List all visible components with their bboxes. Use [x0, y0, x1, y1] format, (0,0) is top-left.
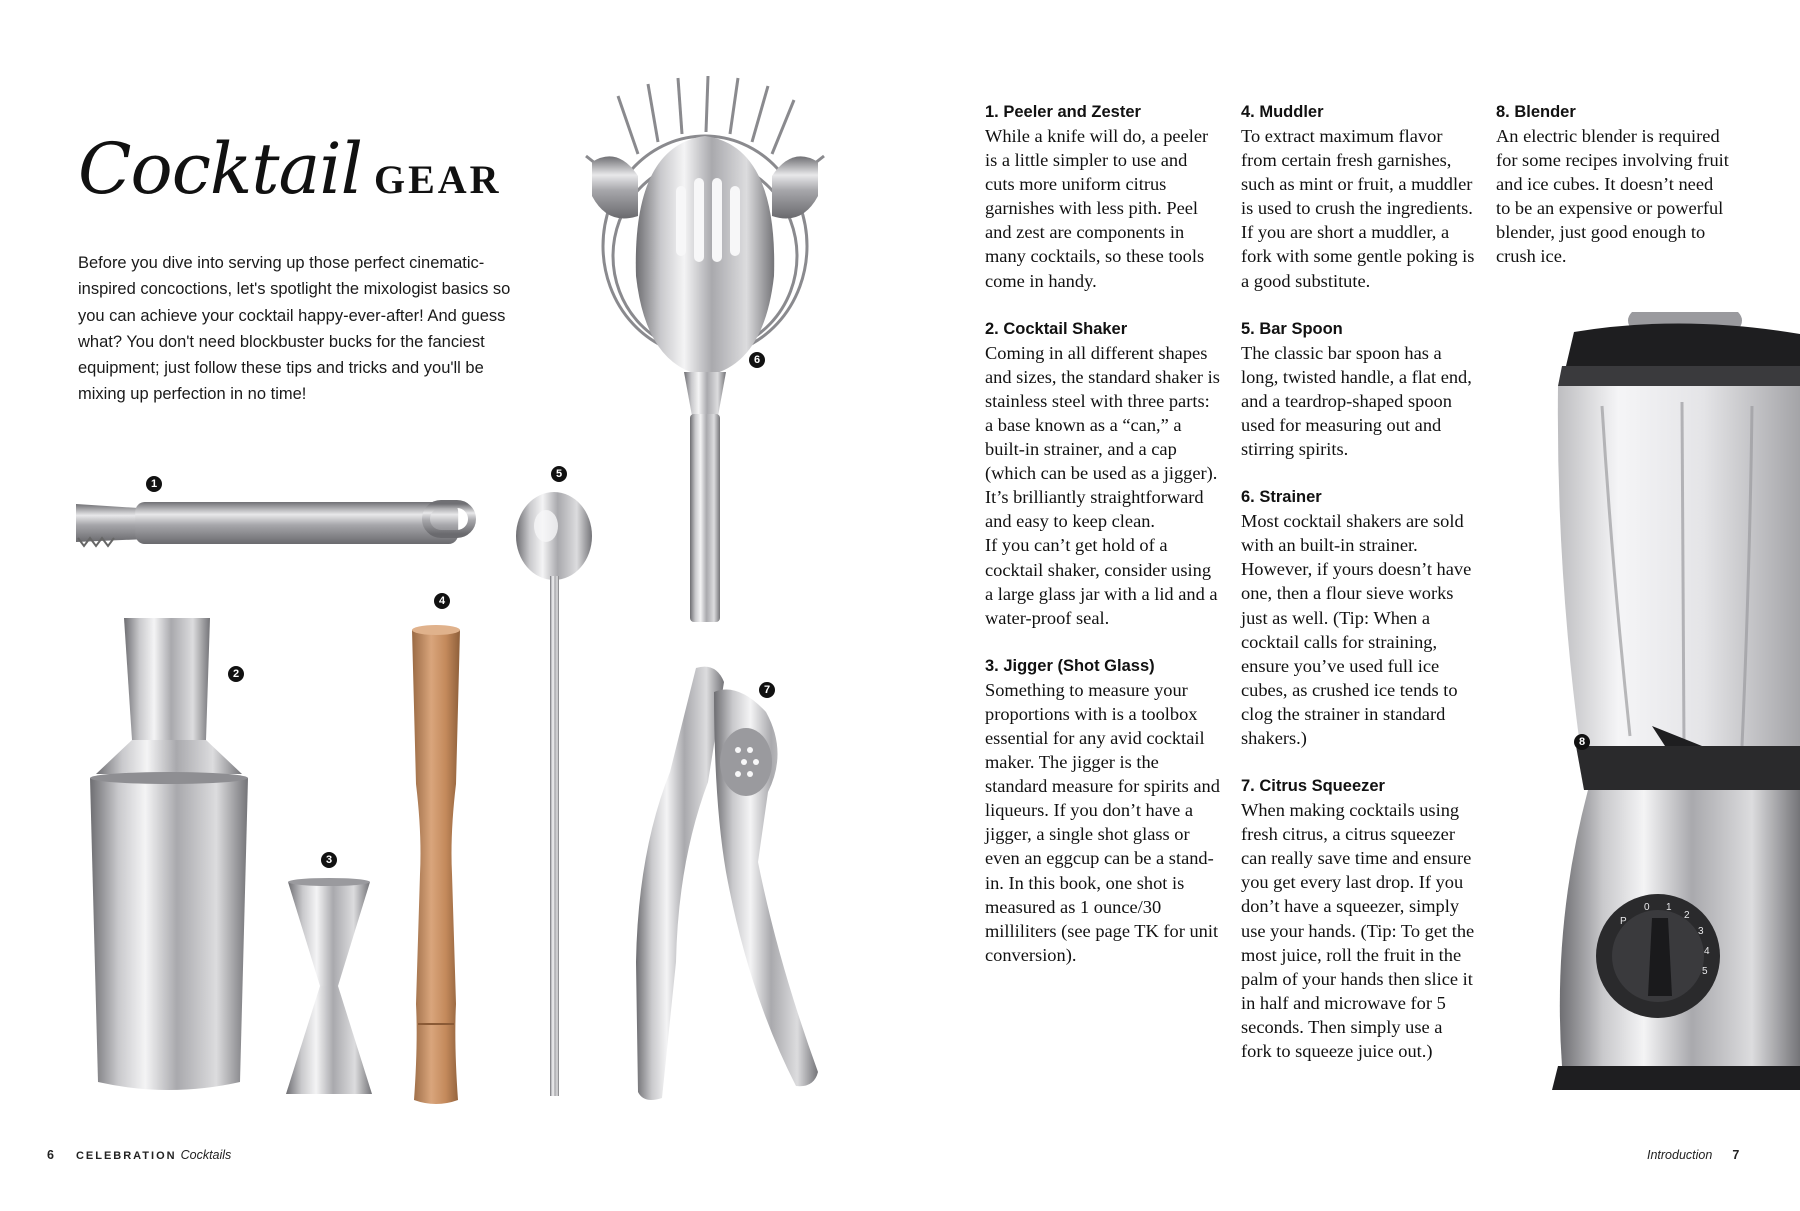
dial-label-4: 4	[1704, 946, 1710, 957]
entry-heading: 1. Peeler and Zester	[985, 103, 1141, 121]
entry-peeler-zester	[985, 100, 1221, 293]
page-title	[78, 128, 502, 210]
entry-heading: 7. Citrus Squeezer	[1241, 777, 1385, 796]
strainer-photo	[578, 76, 832, 628]
marker-5: 5	[551, 466, 567, 482]
section-name: Introduction	[1647, 1148, 1713, 1162]
entry-bar-spoon	[1241, 317, 1477, 461]
entry-muddler	[1241, 100, 1477, 293]
entry-body-tip: If you can’t get hold of a cocktail shaker, consider using a large glass jar with a lid and a water-proof seal.	[985, 535, 1218, 628]
entry-heading: 5. Bar Spoon	[1241, 319, 1343, 338]
marker-1: 1	[146, 476, 162, 492]
entry-body: While a knife will do, a peeler is a little simpler to use and cuts more uniform citrus garnishes with less pith. Peel and zest are components in many cocktails, so these tools come in handy.	[985, 126, 1209, 291]
entry-citrus-squeezer	[1241, 774, 1477, 1063]
peeler-zester-photo	[74, 494, 480, 552]
entry-cocktail-shaker	[985, 317, 1221, 630]
footer-right	[1647, 1148, 1739, 1162]
entry-body: When making cocktails using fresh citrus, a citrus squeezer can really save time and ensure you get every last drop. If you don’t have a squeezer, simply use your hands. (Tip: To get the most juice, roll the fruit in the palm of your hands then slice it in half and microwave for 5 seconds. Then simply use a fork to squeeze juice out.)	[1241, 800, 1475, 1061]
text-column-1	[985, 100, 1221, 991]
book-subtitle: Cocktails	[180, 1148, 232, 1162]
cocktail-shaker-photo	[80, 614, 258, 1098]
entry-body: An electric blender is required for some recipes involving fruit and ice cubes. It doesn’t need to be an expensive or powerful blender, just good enough to crush ice.	[1496, 126, 1729, 267]
entry-body: Something to measure your proportions with is a toolbox essential for any avid cocktail maker. The jigger is the standard measure for spirits and liqueurs. If you don’t have a jigger, a single shot glass or even an eggcup can be a stand-in. In this book, one shot is measured as 1 ounce/30 milliliters (see page TK for unit conversion).	[985, 679, 1220, 965]
marker-7: 7	[759, 682, 775, 698]
right-page	[900, 0, 1800, 1211]
entry-blender	[1496, 100, 1732, 269]
title-script: Cocktail	[78, 128, 362, 210]
marker-3: 3	[321, 852, 337, 868]
dial-label-2: 2	[1684, 910, 1690, 921]
entry-strainer	[1241, 485, 1477, 750]
marker-4: 4	[434, 593, 450, 609]
entry-heading: 6. Strainer	[1241, 488, 1322, 507]
blender-photo	[1502, 306, 1800, 1096]
right-page-number: 7	[1732, 1148, 1740, 1162]
title-caps: GEAR	[373, 157, 502, 202]
intro-paragraph: Before you dive into serving up those perfect cinematic-inspired concoctions, let's spotlight the mixologist basics so you can achieve your cocktail happy-ever-after! And guess what? You don't need blockbuster bucks for the fanciest equipment; just follow these tips and tricks and you'll be mixing up perfection in no time!	[78, 254, 511, 404]
dial-label-5: 5	[1702, 966, 1708, 977]
citrus-squeezer-photo	[618, 662, 832, 1104]
entry-body: Coming in all different shapes and sizes, the standard shaker is stainless steel with three parts: a base known as a “can,” a built-in strainer, and a cap (which can be used as a jigger). It’s brilliantly straightforward and easy to keep clean.	[985, 342, 1220, 532]
text-column-2	[1241, 100, 1477, 1087]
text-column-3	[1496, 100, 1732, 293]
entry-heading: 8. Blender	[1496, 103, 1576, 121]
entry-body: The classic bar spoon has a long, twisted handle, a flat end, and a teardrop-shaped spoon used for measuring out and stirring spirits.	[1241, 342, 1472, 460]
entry-heading: 2. Cocktail Shaker	[985, 319, 1128, 338]
dial-label-0: 0	[1644, 902, 1650, 913]
dial-label-1: 1	[1666, 902, 1672, 913]
entry-heading: 4. Muddler	[1241, 103, 1324, 121]
entry-body: Most cocktail shakers are sold with an built-in strainer. However, if yours doesn’t have one, then a flour sieve works just as well. (Tip: When a cocktail calls for straining, ensure you’ve used full ice cubes, as crushed ice tends to clog the strainer in standard shakers.)	[1241, 511, 1472, 748]
marker-8: 8	[1574, 734, 1590, 750]
entry-body: To extract maximum flavor from certain fresh garnishes, such as mint or fruit, a muddler is used to crush the ingredients. If you are short a muddler, a fork with some gentle poking is a good substitute.	[1241, 126, 1475, 291]
marker-2: 2	[228, 666, 244, 682]
left-page-number: 6	[47, 1148, 54, 1162]
dial-label-3: 3	[1698, 926, 1704, 937]
marker-6: 6	[749, 352, 765, 368]
entry-heading: 3. Jigger (Shot Glass)	[985, 656, 1155, 675]
dial-label-p: P	[1620, 916, 1627, 927]
jigger-photo	[284, 878, 374, 1098]
entry-jigger	[985, 654, 1221, 967]
footer-left	[47, 1148, 231, 1162]
book-title: CELEBRATION	[75, 1150, 177, 1162]
muddler-photo	[406, 624, 466, 1106]
